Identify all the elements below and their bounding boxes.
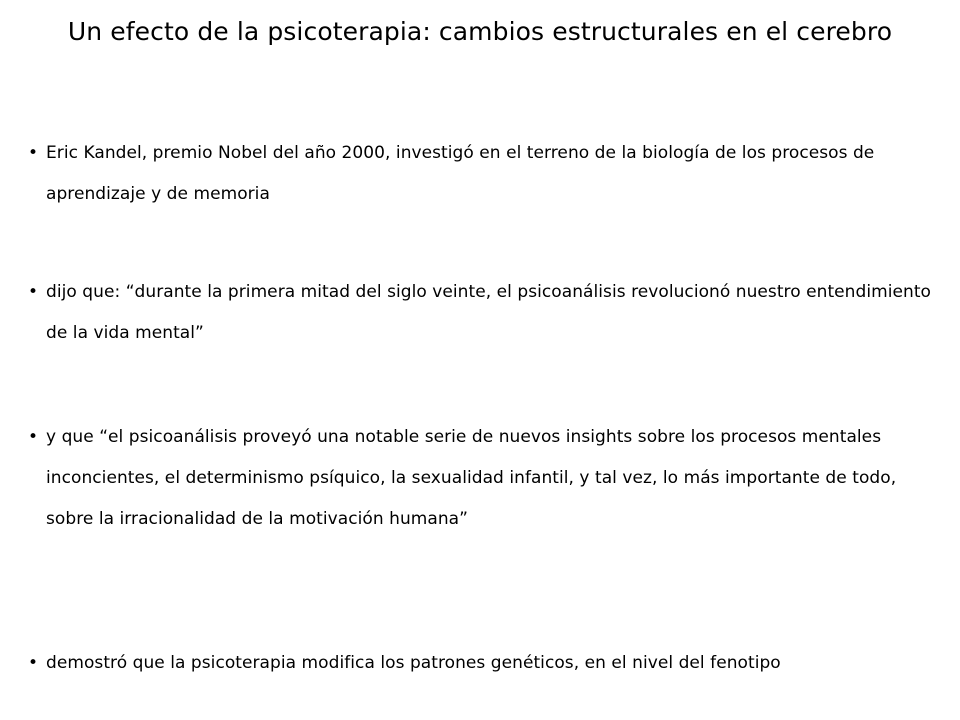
bullet-text: dijo que: “durante la primera mitad del siglo veinte, el psicoanálisis revolucionó nuestro entendimiento de la vida mental” [46,282,932,343]
bullet-dot-icon: • [28,427,39,447]
bullet-text: Eric Kandel, premio Nobel del año 2000, investigó en el terreno de la biología de los procesos de aprendizaje y de memoria [46,143,875,204]
bullet-dot-icon: • [28,653,39,673]
bullet-dot-icon: • [28,282,39,302]
bullet-dot-icon: • [28,143,39,163]
bullet-text: demostró que la psicoterapia modifica los patrones genéticos, en el nivel del fenotipo [46,653,781,673]
bullet-text: y que “el psicoanálisis proveyó una notable serie de nuevos insights sobre los procesos mentales inconcientes, el determinismo psíquico, la sexualidad infantil, y tal vez, lo más importante de todo, sobre la irracionalidad de la motivación humana” [46,427,897,529]
slide-title: Un efecto de la psicoterapia: cambios estructurales en el cerebro [67,17,893,46]
